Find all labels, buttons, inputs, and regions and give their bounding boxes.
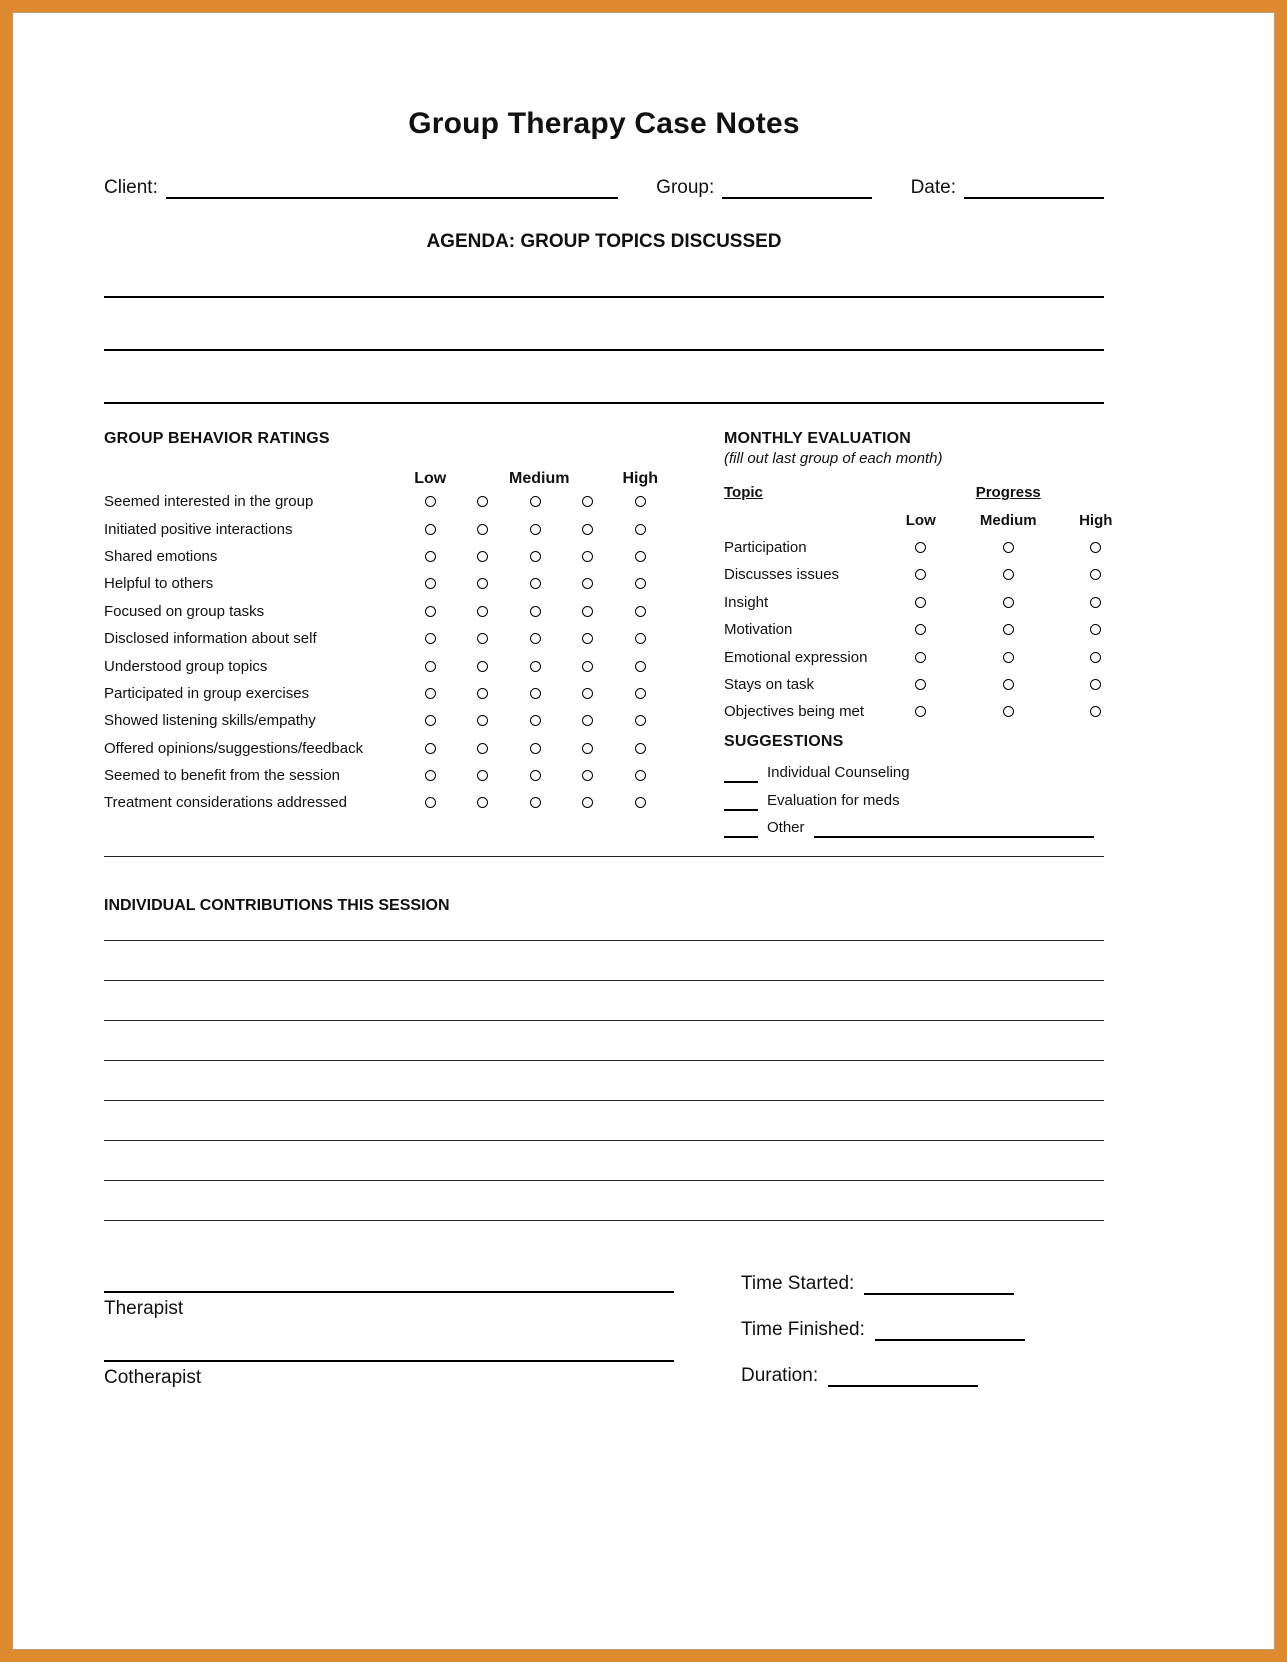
behavior-rating-row: [104, 515, 667, 542]
client-label: Client:: [104, 177, 158, 198]
rating-radio-1[interactable]: [425, 578, 436, 589]
evaluation-topic-label: Emotional expression: [724, 648, 868, 666]
suggestion-option-row: [724, 756, 1144, 783]
contributions-write-line[interactable]: [104, 941, 1104, 981]
eval-low-header: Low: [905, 511, 936, 529]
time-finished-row: [741, 1319, 1025, 1341]
rating-radio-1[interactable]: [425, 688, 436, 699]
other-label: Other: [767, 819, 805, 837]
progress-radio-medium[interactable]: [1003, 652, 1014, 663]
time-started-blank[interactable]: [864, 1276, 1014, 1295]
rating-radio-2[interactable]: [477, 797, 488, 808]
behavior-item-label: Treatment considerations addressed: [104, 794, 347, 812]
eval-medium-header: Medium: [979, 511, 1037, 529]
header-fields-row: [104, 177, 1104, 199]
rating-radio-5[interactable]: [635, 524, 646, 535]
progress-radio-high[interactable]: [1090, 569, 1101, 580]
behavior-rating-row: [104, 680, 667, 707]
behavior-rating-row: [104, 598, 667, 625]
duration-row: [741, 1365, 1025, 1387]
rating-radio-4[interactable]: [582, 551, 593, 562]
contributions-write-line[interactable]: [104, 1181, 1104, 1221]
rating-radio-3[interactable]: [530, 688, 541, 699]
monthly-evaluation-heading: MONTHLY EVALUATION: [724, 430, 912, 447]
progress-radio-medium[interactable]: [1003, 624, 1014, 635]
evaluation-for-meds-checkbox-blank[interactable]: [724, 796, 758, 811]
behavior-item-label: Seemed interested in the group: [104, 493, 314, 511]
duration-label: Duration:: [741, 1365, 819, 1387]
rating-radio-4[interactable]: [582, 524, 593, 535]
rating-radio-4[interactable]: [582, 496, 593, 507]
rating-radio-3[interactable]: [530, 797, 541, 808]
rating-radio-1[interactable]: [425, 797, 436, 808]
progress-radio-low[interactable]: [915, 652, 926, 663]
behavior-item-label: Showed listening skills/empathy: [104, 712, 316, 730]
rating-radio-3[interactable]: [530, 715, 541, 726]
page-title: Group Therapy Case Notes: [408, 107, 800, 140]
behavior-rating-row: [104, 488, 667, 515]
behavior-rating-row: [104, 707, 667, 734]
date-field: [911, 177, 1104, 199]
progress-radio-low[interactable]: [915, 569, 926, 580]
rating-radio-2[interactable]: [477, 770, 488, 781]
rating-radio-2[interactable]: [477, 743, 488, 754]
individual-counseling-label: Individual Counseling: [767, 764, 910, 782]
agenda-write-line[interactable]: [104, 298, 1104, 351]
rating-radio-5[interactable]: [635, 770, 646, 781]
evaluation-topic-rows: [724, 534, 1144, 726]
therapist-signature-line[interactable]: [104, 1241, 674, 1293]
rating-radio-2[interactable]: [477, 633, 488, 644]
monthly-evaluation-note: (fill out last group of each month): [724, 450, 943, 467]
evaluation-scale-header-row: [724, 506, 1144, 533]
section-divider-line: [104, 856, 1104, 857]
time-started-row: [741, 1273, 1025, 1295]
behavior-item-label: Initiated positive interactions: [104, 520, 293, 538]
rating-radio-4[interactable]: [582, 606, 593, 617]
rating-radio-2[interactable]: [477, 524, 488, 535]
ratings-evaluation-section: [104, 430, 1113, 838]
duration-blank[interactable]: [828, 1368, 978, 1387]
cotherapist-signature-line[interactable]: [104, 1320, 674, 1362]
agenda-heading: AGENDA: GROUP TOPICS DISCUSSED: [426, 231, 782, 252]
signature-time-footer: [104, 1241, 1104, 1471]
rating-radio-1[interactable]: [425, 715, 436, 726]
progress-radio-high[interactable]: [1090, 624, 1101, 635]
time-finished-blank[interactable]: [875, 1322, 1025, 1341]
behavior-item-label: Helpful to others: [104, 575, 214, 593]
behavior-rating-row: [104, 625, 667, 652]
evaluation-topic-row: [724, 616, 1144, 643]
contributions-write-line[interactable]: [104, 1021, 1104, 1061]
rating-radio-2[interactable]: [477, 661, 488, 672]
rating-radio-4[interactable]: [582, 633, 593, 644]
rating-radio-4[interactable]: [582, 715, 593, 726]
rating-radio-5[interactable]: [635, 551, 646, 562]
rating-radio-5[interactable]: [635, 578, 646, 589]
behavior-rating-row: [104, 570, 667, 597]
progress-radio-high[interactable]: [1090, 542, 1101, 553]
evaluation-topic-row: [724, 698, 1144, 725]
evaluation-topic-row: [724, 534, 1144, 561]
behavior-scale-header-row: [104, 464, 667, 488]
progress-radio-medium[interactable]: [1003, 597, 1014, 608]
eval-high-header: High: [1079, 511, 1113, 529]
rating-radio-4[interactable]: [582, 688, 593, 699]
rating-radio-5[interactable]: [635, 496, 646, 507]
evaluation-topic-row: [724, 561, 1144, 588]
suggestion-option-row: [724, 783, 1144, 810]
rating-radio-1[interactable]: [425, 606, 436, 617]
contributions-heading: INDIVIDUAL CONTRIBUTIONS THIS SESSION: [104, 897, 450, 915]
rating-radio-4[interactable]: [582, 770, 593, 781]
rating-radio-2[interactable]: [477, 715, 488, 726]
behavior-rating-row: [104, 543, 667, 570]
date-label: Date:: [910, 177, 956, 198]
evaluation-topic-label: Objectives being met: [724, 703, 865, 721]
suggestion-option-row: [724, 811, 1144, 838]
client-field: [104, 177, 618, 199]
progress-radio-high[interactable]: [1090, 679, 1101, 690]
time-finished-label: Time Finished:: [741, 1319, 865, 1341]
contributions-write-line[interactable]: [104, 981, 1104, 1021]
behavior-rating-row: [104, 735, 667, 762]
group-blank[interactable]: [722, 180, 872, 199]
rating-radio-2[interactable]: [477, 606, 488, 617]
progress-radio-medium[interactable]: [1003, 542, 1014, 553]
progress-radio-medium[interactable]: [1003, 569, 1014, 580]
rating-radio-5[interactable]: [635, 633, 646, 644]
topic-progress-header-row: [724, 479, 1144, 506]
rating-radio-5[interactable]: [635, 743, 646, 754]
behavior-item-label: Shared emotions: [104, 547, 218, 565]
progress-radio-low[interactable]: [915, 542, 926, 553]
session-times-block: [741, 1241, 1025, 1411]
behavior-item-label: Participated in group exercises: [104, 684, 310, 702]
behavior-rating-row: [104, 652, 667, 679]
rating-radio-3[interactable]: [530, 633, 541, 644]
contributions-write-line[interactable]: [104, 1101, 1104, 1141]
rating-radio-1[interactable]: [425, 743, 436, 754]
behavior-rating-row: [104, 762, 667, 789]
rating-radio-2[interactable]: [477, 551, 488, 562]
scale-low-header: Low: [414, 470, 447, 487]
rating-radio-3[interactable]: [530, 551, 541, 562]
contributions-write-line[interactable]: [104, 1061, 1104, 1101]
rating-radio-3[interactable]: [530, 524, 541, 535]
monthly-evaluation-section: [724, 430, 1144, 838]
rating-radio-4[interactable]: [582, 797, 593, 808]
group-field: [656, 177, 872, 199]
rating-radio-2[interactable]: [477, 496, 488, 507]
rating-radio-1[interactable]: [425, 661, 436, 672]
rating-radio-4[interactable]: [582, 578, 593, 589]
rating-radio-3[interactable]: [530, 661, 541, 672]
other-write-blank[interactable]: [814, 823, 1094, 838]
contributions-write-line[interactable]: [104, 1141, 1104, 1181]
progress-radio-medium[interactable]: [1003, 706, 1014, 717]
therapist-label: Therapist: [104, 1298, 184, 1320]
behavior-item-label: Disclosed information about self: [104, 630, 317, 648]
evaluation-topic-label: Participation: [724, 538, 807, 556]
rating-radio-3[interactable]: [530, 770, 541, 781]
progress-radio-high[interactable]: [1090, 597, 1101, 608]
rating-radio-4[interactable]: [582, 661, 593, 672]
rating-radio-3[interactable]: [530, 606, 541, 617]
progress-header: Progress: [975, 484, 1041, 502]
time-started-label: Time Started:: [741, 1273, 855, 1295]
contributions-write-line[interactable]: [104, 915, 1104, 941]
cotherapist-label: Cotherapist: [104, 1367, 202, 1389]
signatures-block: [104, 1241, 674, 1411]
rating-radio-1[interactable]: [425, 524, 436, 535]
progress-radio-low[interactable]: [915, 706, 926, 717]
progress-radio-low[interactable]: [915, 597, 926, 608]
behavior-item-label: Offered opinions/suggestions/feedback: [104, 739, 364, 757]
rating-radio-1[interactable]: [425, 770, 436, 781]
individual-counseling-checkbox-blank[interactable]: [724, 768, 758, 783]
behavior-item-label: Seemed to benefit from the session: [104, 767, 340, 785]
topic-header: Topic: [724, 484, 763, 502]
progress-radio-low[interactable]: [915, 679, 926, 690]
rating-radio-3[interactable]: [530, 496, 541, 507]
evaluation-for-meds-label: Evaluation for meds: [767, 791, 900, 809]
progress-radio-high[interactable]: [1090, 706, 1101, 717]
evaluation-topic-row: [724, 671, 1144, 698]
evaluation-topic-label: Stays on task: [724, 675, 815, 693]
other-checkbox-blank[interactable]: [724, 823, 758, 838]
rating-radio-3[interactable]: [530, 578, 541, 589]
suggestions-heading: SUGGESTIONS: [724, 733, 844, 751]
date-blank[interactable]: [964, 180, 1104, 199]
rating-radio-5[interactable]: [635, 688, 646, 699]
behavior-item-label: Understood group topics: [104, 657, 268, 675]
rating-radio-3[interactable]: [530, 743, 541, 754]
progress-radio-high[interactable]: [1090, 652, 1101, 663]
rating-radio-5[interactable]: [635, 797, 646, 808]
scale-medium-header: Medium: [509, 470, 570, 487]
rating-radio-5[interactable]: [635, 606, 646, 617]
progress-radio-medium[interactable]: [1003, 679, 1014, 690]
evaluation-topic-label: Insight: [724, 593, 769, 611]
contributions-write-area: [104, 915, 1104, 1221]
evaluation-topic-row: [724, 643, 1144, 670]
client-blank[interactable]: [166, 180, 618, 199]
progress-radio-low[interactable]: [915, 624, 926, 635]
rating-radio-2[interactable]: [477, 688, 488, 699]
agenda-write-line[interactable]: [104, 253, 1104, 298]
evaluation-topic-row: [724, 589, 1144, 616]
behavior-ratings-section: [104, 430, 667, 838]
evaluation-topic-label: Discusses issues: [724, 566, 840, 584]
evaluation-topic-label: Motivation: [724, 621, 793, 639]
rating-radio-1[interactable]: [425, 633, 436, 644]
rating-radio-5[interactable]: [635, 661, 646, 672]
rating-radio-2[interactable]: [477, 578, 488, 589]
rating-radio-1[interactable]: [425, 551, 436, 562]
behavior-rating-row: [104, 789, 667, 816]
agenda-write-line[interactable]: [104, 351, 1104, 404]
behavior-ratings-heading: GROUP BEHAVIOR RATINGS: [104, 430, 330, 447]
behavior-item-label: Focused on group tasks: [104, 602, 265, 620]
rating-radio-5[interactable]: [635, 715, 646, 726]
form-content: [104, 12, 1113, 1471]
behavior-ratings-rows: [104, 488, 667, 817]
rating-radio-1[interactable]: [425, 496, 436, 507]
scale-high-header: High: [622, 470, 659, 487]
rating-radio-4[interactable]: [582, 743, 593, 754]
group-label: Group:: [656, 177, 715, 198]
